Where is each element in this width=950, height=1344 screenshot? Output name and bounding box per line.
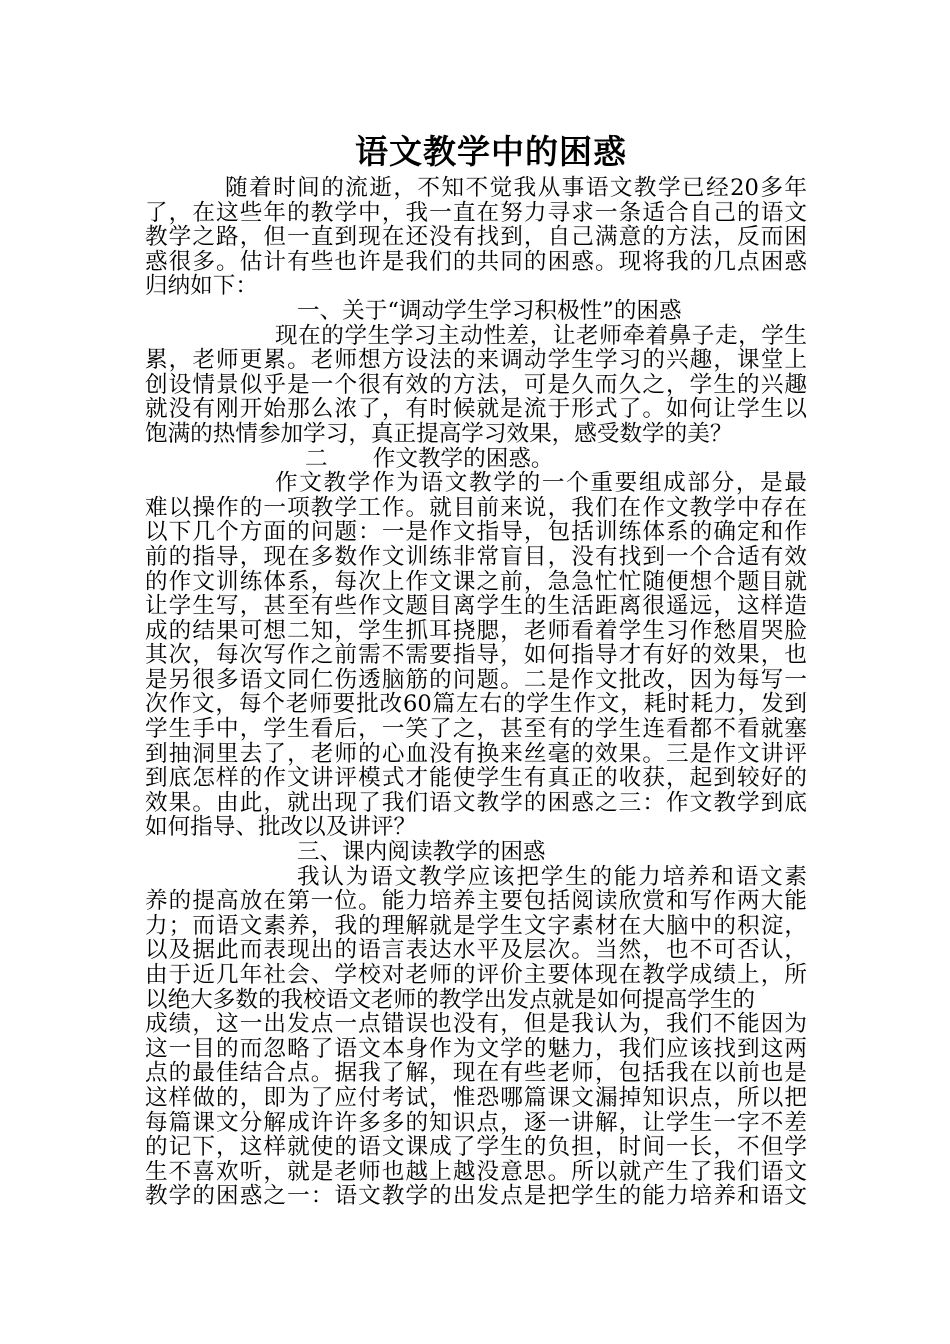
document-title: 语文教学中的困惑 [355, 132, 627, 171]
text-line: 的记下，这样就使的语文课成了学生的负担，时间一长，不但学 [145, 1134, 807, 1161]
text-line: 这一目的而忽略了语文本身作为文学的魅力，我们应该找到这两 [145, 1035, 807, 1062]
text-line: 到抽洞里去了，老师的心血没有换来丝毫的效果。三是作文讲评 [145, 740, 807, 767]
text-line: 点的最佳结合点。据我了解，现在有些老师，包括我在以前也是 [145, 1060, 807, 1087]
text-line: 如何指导、批改以及讲评？ [145, 814, 417, 841]
text-line: 这样做的，即为了应付考试，惟恐哪篇课文漏掉知识点，所以把 [145, 1084, 807, 1111]
text-line: 我认为语文教学应该把学生的能力培养和语文素 [297, 863, 807, 890]
text-line: 其次，每次写作之前需不需要指导，如何指导才有好的效果，也 [145, 642, 807, 669]
text-line: 累，老师更累。老师想方设法的来调动学生学习的兴趣，课堂上 [145, 347, 807, 374]
text-line: 到底怎样的作文讲评模式才能使学生有真正的收获，起到较好的 [145, 765, 807, 792]
text-line: 以及据此而表现出的语言表达水平及层次。当然，也不可否认， [145, 937, 807, 964]
text-line: 创设情景似乎是一个很有效的方法，可是久而久之，学生的兴趣 [145, 371, 807, 398]
text-line: 每篇课文分解成许许多多的知识点，逐一讲解，让学生一字不差 [145, 1109, 807, 1136]
text-line: 是另很多语文同仁伤透脑筋的问题。二是作文批改，因为每写一 [145, 666, 807, 693]
text-line: 让学生写，甚至有些作文题目离学生的生活距离很遥远，这样造 [145, 593, 807, 620]
text-line: 作文教学作为语文教学的一个重要组成部分，是最 [275, 470, 807, 497]
text-line: 效果。由此，就出现了我们语文教学的困惑之三：作文教学到底 [145, 789, 807, 816]
text-line: 以下几个方面的问题：一是作文指导，包括训练体系的确定和作 [145, 519, 807, 546]
text-line: 饱满的热情参加学习，真正提高学习效果，感受数学的美？ [145, 420, 733, 447]
text-line: 三、课内阅读教学的困惑 [297, 839, 546, 866]
document-page [145, 128, 807, 1209]
text-line: 就没有刚开始那么浓了，有时候就是流于形式了。如何让学生以 [145, 396, 807, 423]
text-line: 以绝大多数的我校语文老师的教学出发点就是如何提高学生的 [145, 986, 756, 1013]
text-line: 随着时间的流逝，不知不觉我从事语文教学已经20多年 [225, 175, 807, 201]
text-line: 二 作文教学的困惑。 [305, 445, 554, 472]
text-line: 教学的困惑之一：语文教学的出发点是把学生的能力培养和语文 [145, 1183, 807, 1210]
text-line: 难以操作的一项教学工作。就目前来说，我们在作文教学中存在 [145, 494, 807, 521]
text-line: 现在的学生学习主动性差，让老师牵着鼻子走，学生 [275, 322, 807, 349]
text-line: 生不喜欢听，就是老师也越上越没意思。所以就产生了我们语文 [145, 1158, 807, 1185]
text-line: 成绩，这一出发点一点错误也没有，但是我认为，我们不能因为 [145, 1011, 807, 1038]
document-body [145, 176, 807, 1209]
text-line: 力；而语文素养，我的理解就是学生文字素材在大脑中的积淀， [145, 912, 807, 939]
text-line: 学生手中，学生看后，一笑了之，甚至有的学生连看都不看就塞 [145, 716, 807, 743]
text-line: 教学之路，但一直到现在还没有找到，自己满意的方法，反而困 [145, 224, 807, 251]
text-line: 惑很多。估计有些也许是我们的共同的困惑。现将我的几点困惑 [145, 248, 807, 275]
text-line: 养的提高放在第一位。能力培养主要包括阅读欣赏和写作两大能 [145, 888, 807, 915]
text-line: 次作文，每个老师要批改60篇左右的学生作文，耗时耗力，发到 [145, 691, 807, 718]
text-line: 成的结果可想二知，学生抓耳挠腮，老师看着学生习作愁眉哭脸 [145, 617, 807, 644]
text-line: 前的指导，现在多数作文训练非常盲目，没有找到一个合适有效 [145, 543, 807, 570]
text-line: 一、关于“调动学生学习积极性”的困惑 [297, 297, 682, 324]
text-line: 了，在这些年的教学中，我一直在努力寻求一条适合自己的语文 [145, 199, 807, 226]
text-line: 归纳如下： [145, 273, 258, 300]
text-line: 的作文训练体系，每次上作文课之前，急急忙忙随便想个题目就 [145, 568, 807, 595]
text-line: 由于近几年社会、学校对老师的评价主要体现在教学成绩上，所 [145, 962, 807, 988]
